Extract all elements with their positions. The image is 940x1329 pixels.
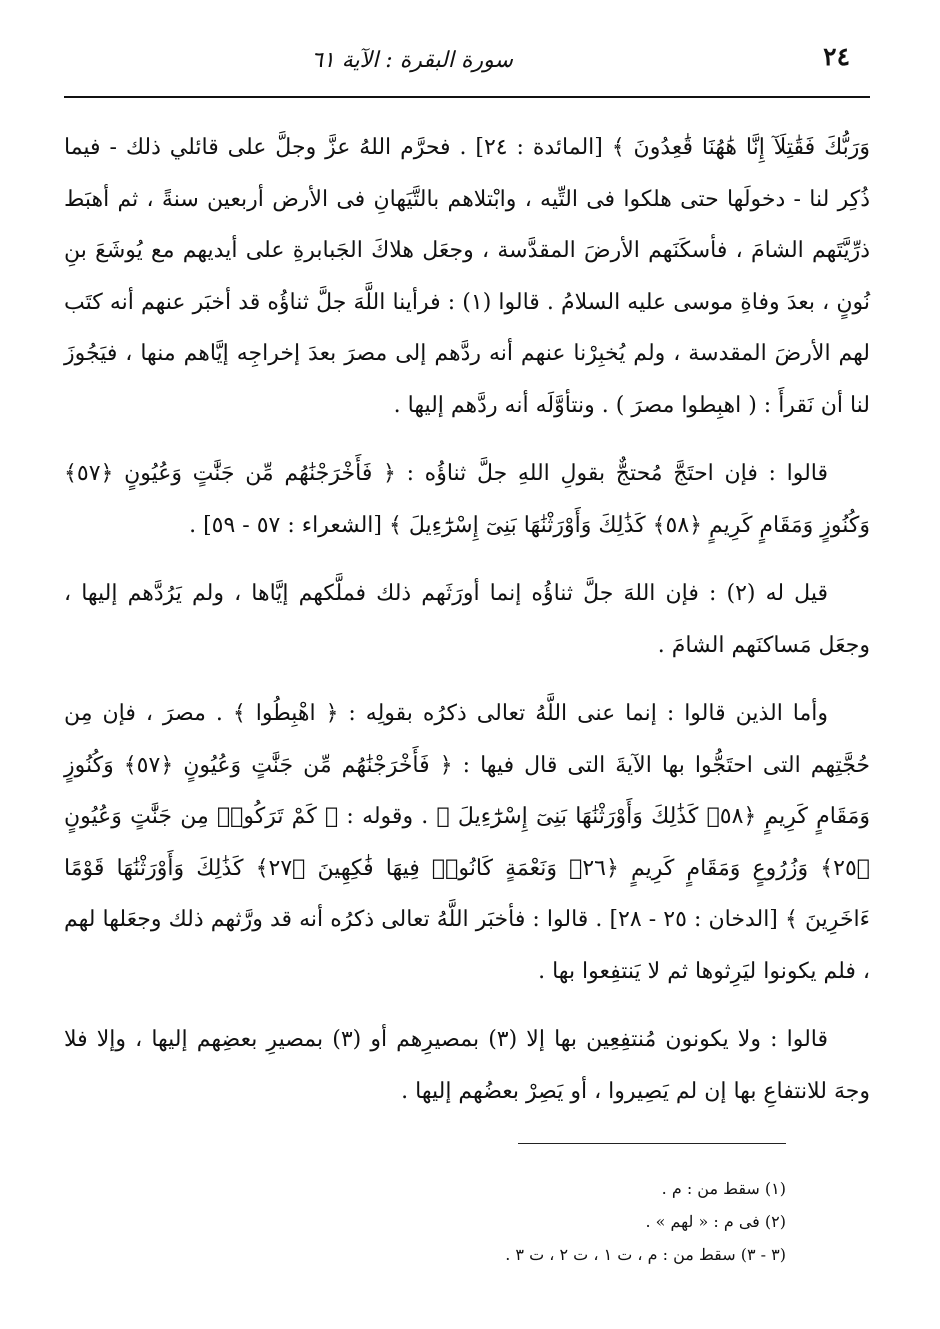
paragraph-1: وَرَبُّكَ فَقَٰتِلَآ إِنَّا هَٰهُنَا قَٰعِدُونَ ﴾ [المائدة : ٢٤] . فحرَّم اللهُ عزَّ وجلَّ على قائلي ذلك - فيما ذُكِر لنا - دخولَها حتى هلكوا فى التِّيه ، وابْتلاهم بالتَّيَهانِ فى الأرض أربعين سنةً ، ثم أهبَط ذرِّيَّتَهم الشامَ ، فأسكَنَهم الأرضَ المقدَّسة ، وجعَل هلاكَ الجَبابرةِ على أيديهم مع يُوشَعَ بنِ نُونٍ ، بعدَ وفاةِ موسى عليه السلامُ . قالوا (١) : فرأينا اللَّهَ جلَّ ثناؤُه قد أخبَر عنهم أنه كتَب لهم الأرضَ المقدسة ، ولم يُخبِرْنا عنهم أنه ردَّهم إلى مصرَ بعدَ إخراجِه إيَّاهم منها ، فيَجُوزَ لنا أن نَقرأَ : ( اهبِطوا مصرَ ) . ونتأوَّلَه أنه ردَّهم إليها .: [64, 135, 870, 418]
footnote-1: (١) سقط من : م .: [661, 1179, 786, 1198]
paragraph-5: قالوا : ولا يكونون مُنتفِعِين بها إلا (٣) بمصيرِهم أو (٣) بمصيرِ بعضِهم إليها ، وإلا فلا وجهَ للانتفاعِ بها إن لم يَصِيروا ، أو يَصِرْ بعضُهم إليها .: [64, 1027, 870, 1104]
running-title: سورة البقرة : الآية ٦١: [311, 48, 513, 73]
main-text: [64, 122, 870, 1117]
footnotes: [200, 1172, 786, 1271]
footnote-2: (٢) فى م : « لهم » .: [645, 1212, 786, 1231]
page-number: ٢٤: [823, 42, 850, 71]
footnote-3: (٣ - ٣) سقط من : م ، ت ١ ، ت ٢ ، ت ٣ .: [505, 1245, 786, 1264]
footnote-rule: [518, 1143, 786, 1144]
paragraph-3: قيل له (٢) : فإن اللهَ جلَّ ثناؤُه إنما أورَثَهم ذلك فملَّكهم إيَّاها ، ولم يَرُدَّهم إليها ، وجعَل مَساكنَهم الشامَ .: [64, 581, 870, 658]
header-rule: [64, 96, 870, 98]
paragraph-2: قالوا : فإن احتَجَّ مُحتجٌّ بقولِ اللهِ جلَّ ثناؤُه : ﴿ فَأَخْرَجْنَٰهُم مِّن جَنَّٰتٍ وَعُيُونٍ ﴿٥٧﴾ وَكُنُوزٍ وَمَقَامٍ كَرِيمٍ ﴿٥٨﴾ كَذَٰلِكَ وَأَوْرَثْنَٰهَا بَنِىٓ إِسْرَٰٓءِيلَ ﴾ [الشعراء : ٥٧ - ٥٩] .: [64, 461, 870, 538]
paragraph-4: وأما الذين قالوا : إنما عنى اللَّهُ تعالى ذكرُه بقولِه : ﴿ اهْبِطُوا ﴾ . مصرَ ، فإن مِن حُجَّتِهم التى احتَجُّوا بها الآيةَ التى قال فيها : ﴿ فَأَخْرَجْنَٰهُم مِّن جَنَّٰتٍ وَعُيُونٍ ﴿٥٧﴾ وَكُنُوزٍ وَمَقَامٍ كَرِيمٍ ﴿٥٨﴾ كَذَٰلِكَ وَأَوْرَثْنَٰهَا بَنِىٓ إِسْرَٰٓءِيلَ ﴾ . وقوله : ﴿ كَمْ تَرَكُوا۟ مِن جَنَّٰتٍ وَعُيُونٍ ﴿٢٥﴾ وَزُرُوعٍ وَمَقَامٍ كَرِيمٍ ﴿٢٦﴾ وَنَعْمَةٍ كَانُوا۟ فِيهَا فَٰكِهِينَ ﴿٢٧﴾ كَذَٰلِكَ وَأَوْرَثْنَٰهَا قَوْمًا ءَاخَرِينَ ﴾ [الدخان : ٢٥ - ٢٨] . قالوا : فأخبَر اللَّهُ تعالى ذكرُه أنه قد ورَّثهم ذلك وجعَلها لهم ، فلم يكونوا ليَرِثوها ثم لا يَنتفِعوا بها .: [64, 701, 871, 984]
